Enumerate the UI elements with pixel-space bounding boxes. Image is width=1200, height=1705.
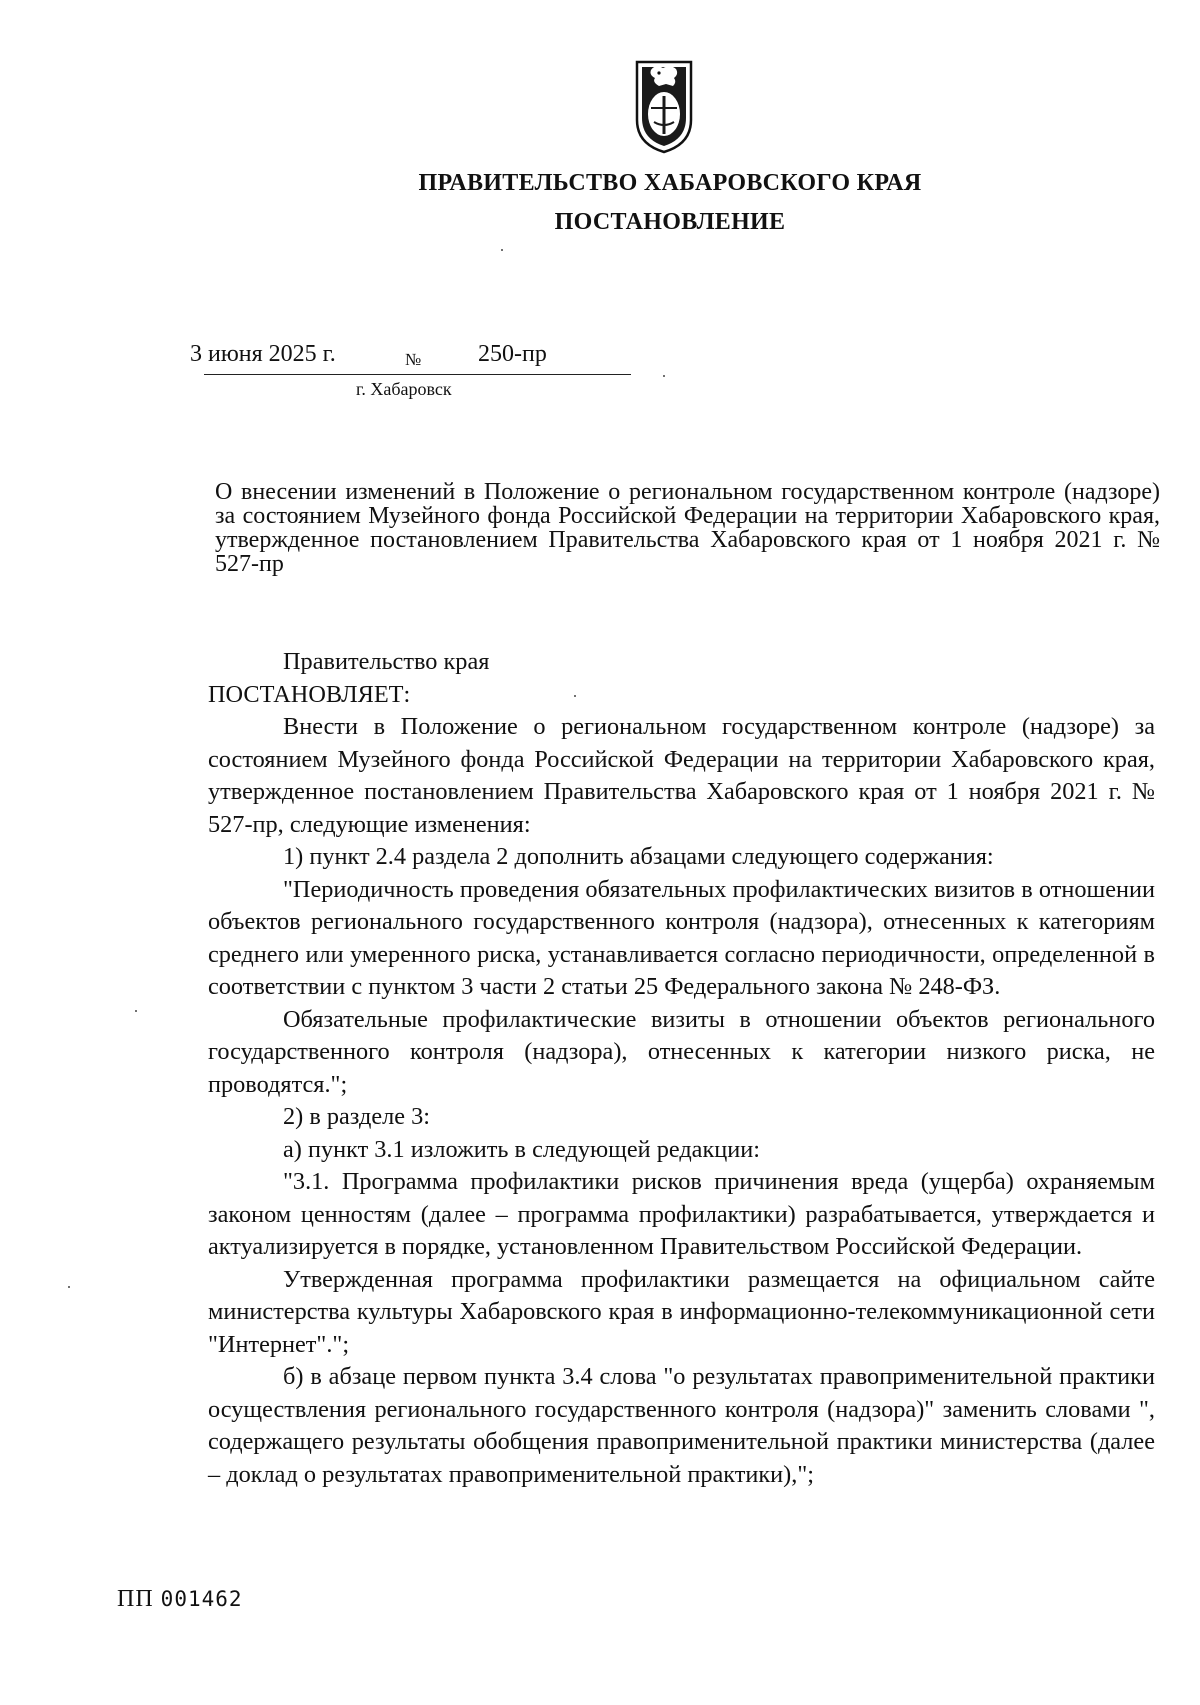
scan-speck [574, 695, 576, 697]
body-paragraph: "3.1. Программа профилактики рисков причинения вреда (ущерба) охраняемым законом ценностям (далее – программа профилактики) разрабатывается, утверждается и актуализируется в порядке, установленном Правительством Российской Федерации. [208, 1168, 1155, 1260]
document-number: 250-пр [478, 341, 547, 367]
body-paragraph: "Периодичность проведения обязательных профилактических визитов в отношении объектов регионального государственного контроля (надзора), отнесенных к категориям среднего или умеренного риска, устанавливается согласно периодичности, определенной в соответствии с пунктом 3 части 2 статьи 25 Федерального закона № 248-ФЗ. [208, 875, 1155, 1000]
form-serial-code [117, 1586, 243, 1613]
coat-of-arms-icon [633, 60, 695, 154]
body-paragraph: 2) в разделе 3: [283, 1103, 430, 1130]
scan-speck [68, 1286, 70, 1288]
body-paragraph: а) пункт 3.1 изложить в следующей редакции: [283, 1135, 761, 1163]
scan-speck [663, 375, 665, 377]
issuing-authority: ПРАВИТЕЛЬСТВО ХАБАРОВСКОГО КРАЯ [418, 170, 922, 196]
body-paragraph: б) в абзаце первом пункта 3.4 слова "о результатах правоприменительной практики осуществления регионального государственного контроля (надзора)" заменить словами ", содержащего результаты обобщения правоприменительной практики министерства (далее – доклад о результатах правоприменительной практики),"; [208, 1363, 1155, 1488]
issue-city: г. Хабаровск [356, 379, 452, 399]
body-paragraph: Обязательные профилактические визиты в отношении объектов регионального государственного контроля (надзора), отнесенных к категории низкого риска, не проводятся."; [208, 1005, 1155, 1098]
scan-speck [135, 1010, 137, 1012]
body-paragraph: Правительство края [283, 648, 490, 675]
body-paragraph: 1) пункт 2.4 раздела 2 дополнить абзацами следующего содержания: [283, 843, 994, 870]
body-paragraph: Утвержденная программа профилактики размещается на официальном сайте министерства культуры Хабаровского края в информационно-телекоммуникационной сети "Интернет"."; [208, 1265, 1155, 1358]
document-body [208, 646, 1155, 1491]
registration-underline [204, 374, 631, 375]
number-sign: № [405, 350, 422, 369]
body-paragraph-resolves: ПОСТАНОВЛЯЕТ: [208, 680, 411, 708]
document-date: 3 июня 2025 г. [190, 341, 336, 367]
document-type: ПОСТАНОВЛЕНИЕ [554, 209, 786, 235]
document-subject: О внесении изменений в Положение о региональном государственном контроле (надзоре) за состоянием Музейного фонда Российской Федерации на территории Хабаровского края, утвержденное постановлением Правительства Хабаровского края от 1 ноября 2021 г. № 527-пр [215, 479, 1160, 577]
form-series: ПП [117, 1586, 154, 1612]
form-serial-number: 001462 [160, 1587, 243, 1611]
scan-speck [501, 249, 503, 251]
body-paragraph: Внести в Положение о региональном государственном контроле (надзоре) за состоянием Музейного фонда Российской Федерации на территории Хабаровского края, утвержденное постановлением Правительства Хабаровского края от 1 ноября 2021 г. № 527-пр, следующие изменения: [208, 713, 1155, 838]
